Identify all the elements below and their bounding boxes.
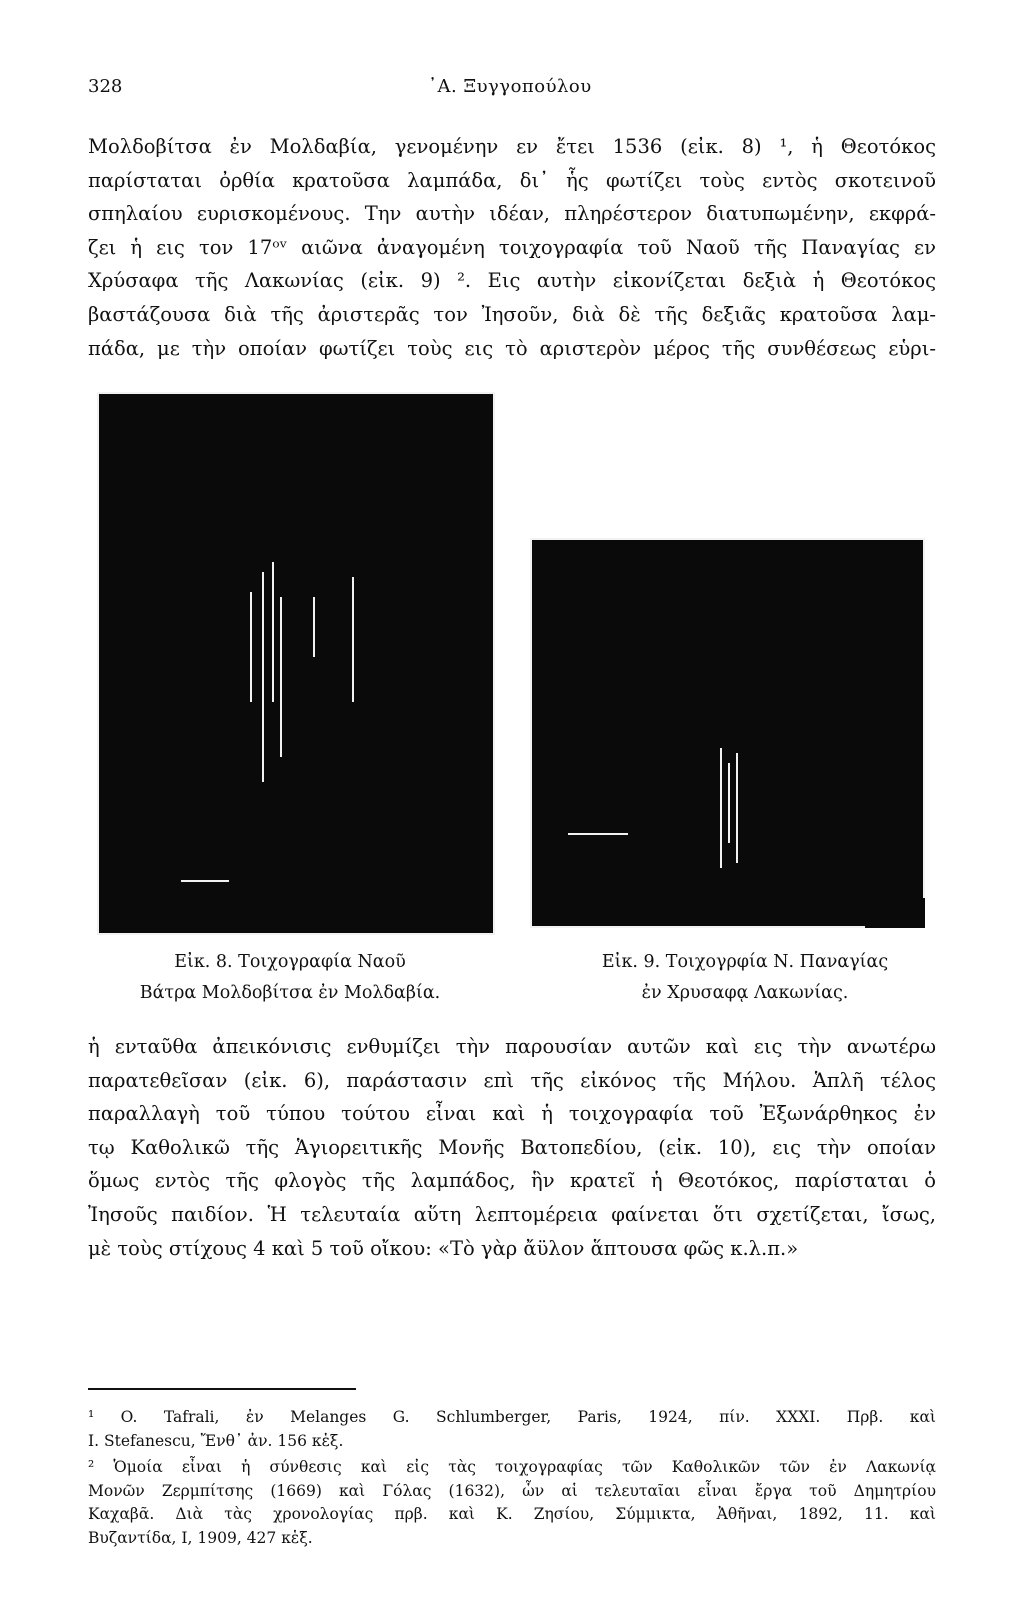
text-line: ὅμως εντὸς τῆς φλογὸς τῆς λαμπάδος, ἣν κρατεῖ ἡ Θεοτόκος, παρίσταται ὁ bbox=[88, 1169, 936, 1193]
running-head: ᾽Α. Ξυγγοπούλου bbox=[428, 76, 592, 97]
caption-line: Εἰκ. 9. Τοιχογρφία Ν. Παναγίας bbox=[601, 952, 889, 972]
vertical-mark bbox=[280, 597, 282, 757]
footnote-line: ¹ O. Tafrali, ἐν Melanges G. Schlumberger, Paris, 1924, πίν. XXXI. Πρβ. καὶ bbox=[88, 1408, 936, 1426]
frame-bottom bbox=[530, 926, 865, 928]
figure-8-caption bbox=[120, 947, 460, 1009]
footnote-separator bbox=[88, 1388, 356, 1390]
text-line: Χρύσαφα τῆς Λακωνίας (εἰκ. 9) ². Εις αυτὴν εἰκονίζεται δεξιὰ ἡ Θεοτόκος bbox=[88, 269, 936, 293]
footnote-2 bbox=[88, 1456, 936, 1550]
text-line: Ἰησοῦς παιδίον. Ἡ τελευταία αὕτη λεπτομέρεια φαίνεται ὅτι σχετίζεται, ἴσως, bbox=[88, 1202, 936, 1226]
footnote-line: Μονῶν Ζερμπίτσης (1669) καὶ Γόλας (1632), ὧν αἱ τελευταῖαι εἶναι ἔργα τοῦ Δημητρίου bbox=[88, 1481, 936, 1500]
vertical-mark bbox=[352, 577, 354, 702]
frame-right bbox=[923, 538, 925, 898]
vertical-mark bbox=[736, 753, 738, 863]
horizontal-mark bbox=[181, 880, 229, 882]
body-paragraph-1 bbox=[88, 130, 936, 365]
caption-line: Εἰκ. 8. Τοιχογραφία Ναοῦ bbox=[174, 952, 406, 972]
frame-left bbox=[97, 392, 99, 935]
footnote-1 bbox=[88, 1406, 936, 1453]
text-line: παρίσταται ὀρθία κρατοῦσα λαμπάδα, δι᾽ ἧς φωτίζει τοὺς εντὸς σκοτεινοῦ bbox=[88, 168, 936, 192]
footnote-line: Βυζαντίδα, I, 1909, 427 κἑξ. bbox=[88, 1528, 313, 1547]
caption-line: Βάτρα Μολδοβίτσα ἐν Μολδαβία. bbox=[139, 983, 441, 1003]
text-line: πάδα, με τὴν οποίαν φωτίζει τοὺς εις τὸ αριστερὸν μέρος τῆς συνθέσεως εὑρι- bbox=[88, 336, 936, 360]
caption-line: ἐν Χρυσαφᾳ Λακωνίας. bbox=[641, 983, 849, 1003]
footnote-line: ² Ὁμοία εἶναι ἡ σύνθεσις καὶ εἰς τὰς τοιχογραφίας τῶν Καθολικῶν τῶν ἐν Λακωνίᾳ bbox=[88, 1458, 936, 1476]
text-line: Μολδοβίτσα ἐν Μολδαβία, γενομένην εν ἔτει 1536 (εἰκ. 8) ¹, ἡ Θεοτόκος bbox=[88, 135, 936, 158]
text-line: τῳ Καθολικῶ τῆς Ἁγιορειτικῆς Μονῆς Βατοπεδίου, (εἰκ. 10), εις τὴν οποίαν bbox=[88, 1135, 936, 1159]
frame-left bbox=[530, 538, 532, 928]
text-line: βαστάζουσα διὰ τῆς ἀριστερᾶς τον Ἰησοῦν, διὰ δὲ τῆς δεξιᾶς κρατοῦσα λαμ- bbox=[88, 302, 936, 326]
footnote-line: I. Stefanescu, Ἔνθ᾽ ἀν. 156 κἑξ. bbox=[88, 1431, 344, 1450]
page-header bbox=[88, 76, 936, 106]
text-line: παραλλαγὴ τοῦ τύπου τούτου εἶναι καὶ ἡ τοιχογραφία τοῦ Ἐξωνάρθηκος ἐν bbox=[88, 1102, 936, 1126]
vertical-mark bbox=[262, 572, 264, 782]
frame-top bbox=[97, 392, 495, 394]
frame-top bbox=[530, 538, 925, 540]
text-line: παρατεθεῖσαν (εἰκ. 6), παράστασιν επὶ τῆς εἰκόνος τῆς Μήλου. Ἁπλῆ τέλος bbox=[88, 1068, 936, 1092]
vertical-mark bbox=[250, 592, 252, 702]
text-line: ἡ ενταῦθα ἀπεικόνισις ενθυμίζει τὴν παρουσίαν αυτῶν καὶ εις τὴν ανωτέρω bbox=[88, 1035, 936, 1058]
text-line: σπηλαίου ευρισκομένους. Την αυτὴν ιδέαν, πληρέστερον διατυπωμένην, εκφρά- bbox=[88, 202, 936, 226]
vertical-mark bbox=[272, 562, 274, 702]
figure-9-caption bbox=[580, 947, 910, 1009]
frame-right bbox=[493, 392, 495, 935]
vertical-mark bbox=[728, 763, 730, 843]
page-number: 328 bbox=[88, 76, 123, 97]
text-line: ζει ἡ εις τον 17ᵒᵛ αιῶνα ἀναγομένη τοιχογραφία τοῦ Ναοῦ τῆς Παναγίας εν bbox=[88, 235, 936, 259]
vertical-mark bbox=[313, 597, 315, 657]
figure-8-image bbox=[97, 392, 495, 935]
text-line: μὲ τοὺς στίχους 4 καὶ 5 τοῦ οἴκου: «Τὸ γὰρ ἄϋλον ἅπτουσα φῶς κ.λ.π.» bbox=[88, 1236, 799, 1260]
body-paragraph-2 bbox=[88, 1030, 936, 1265]
footnote-line: Καχαβᾶ. Διὰ τὰς χρονολογίας πρβ. καὶ Κ. Ζησίου, Σύμμικτα, Ἀθῆναι, 1892, 11. καὶ bbox=[88, 1505, 936, 1523]
vertical-mark bbox=[720, 748, 722, 868]
figure-9-image bbox=[530, 538, 925, 928]
horizontal-mark bbox=[568, 833, 628, 835]
frame-bottom bbox=[97, 933, 495, 935]
